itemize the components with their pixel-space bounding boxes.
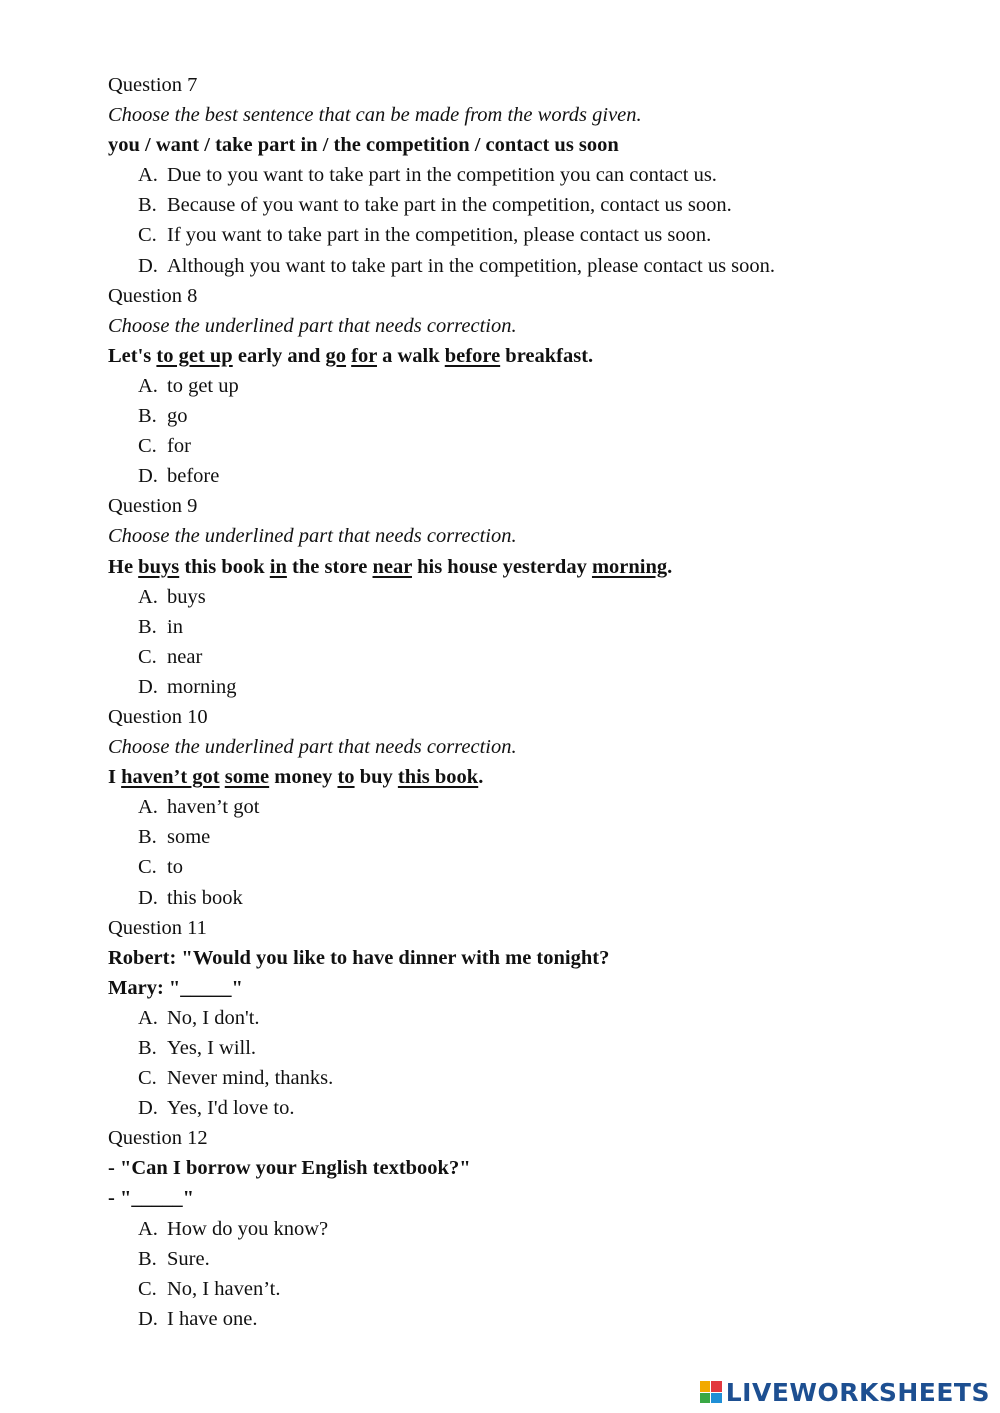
question-12-option-b[interactable] bbox=[108, 1244, 968, 1274]
stem-text: buy bbox=[354, 766, 398, 789]
option-text: Sure. bbox=[167, 1247, 210, 1270]
question-9-title: Question 9 bbox=[108, 495, 198, 518]
question-12-option-a[interactable] bbox=[108, 1214, 968, 1244]
stem-text: a walk bbox=[376, 344, 445, 367]
question-10-option-d[interactable] bbox=[108, 883, 968, 913]
option-letter: D. bbox=[138, 886, 158, 909]
stem-text: money bbox=[269, 766, 338, 789]
underlined-part-b: some bbox=[224, 766, 270, 789]
option-letter: B. bbox=[138, 1247, 157, 1270]
stem-text: Let's bbox=[108, 344, 157, 367]
question-12-dialogue-line-2: - "_____" bbox=[108, 1187, 194, 1210]
question-8-option-d[interactable] bbox=[108, 461, 968, 491]
question-11-title: Question 11 bbox=[108, 916, 207, 939]
underlined-part-c: to bbox=[337, 766, 355, 789]
question-7-option-b[interactable] bbox=[108, 190, 968, 220]
question-11-option-d[interactable] bbox=[108, 1093, 968, 1123]
liveworksheets-logo[interactable] bbox=[700, 1377, 990, 1407]
option-letter: B. bbox=[138, 826, 157, 849]
underlined-part-a: haven’t got bbox=[121, 766, 220, 789]
option-text: Although you want to take part in the competition, please contact us soon. bbox=[167, 254, 776, 277]
option-letter: D. bbox=[138, 254, 158, 277]
option-text: to bbox=[167, 856, 183, 879]
option-letter: C. bbox=[138, 1277, 157, 1300]
option-letter: D. bbox=[138, 675, 158, 698]
option-letter: A. bbox=[138, 374, 158, 397]
option-text: in bbox=[167, 615, 183, 638]
option-text: Because of you want to take part in the competition, contact us soon. bbox=[167, 194, 732, 217]
option-text: before bbox=[167, 465, 220, 488]
underlined-part-b: in bbox=[269, 555, 287, 578]
option-letter: D. bbox=[138, 465, 158, 488]
question-10-instruction: Choose the underlined part that needs correction. bbox=[108, 736, 517, 759]
question-8-title: Question 8 bbox=[108, 284, 198, 307]
question-10-title: Question 10 bbox=[108, 705, 208, 728]
option-text: How do you know? bbox=[167, 1217, 329, 1240]
logo-square-icon bbox=[711, 1393, 722, 1404]
question-8-option-c[interactable] bbox=[108, 431, 968, 461]
underlined-part-d: before bbox=[444, 344, 501, 367]
option-text: for bbox=[167, 435, 191, 458]
question-11-option-a[interactable] bbox=[108, 1003, 968, 1033]
option-text: I have one. bbox=[167, 1307, 258, 1330]
stem-text: the store bbox=[286, 555, 373, 578]
worksheet-page bbox=[108, 70, 968, 1334]
question-7-option-a[interactable] bbox=[108, 160, 968, 190]
option-letter: C. bbox=[138, 645, 157, 668]
option-text: go bbox=[167, 405, 188, 428]
logo-square-icon bbox=[700, 1393, 711, 1404]
logo-text: LIVEWORKSHEETS bbox=[725, 1377, 990, 1407]
option-letter: B. bbox=[138, 194, 157, 217]
option-letter: A. bbox=[138, 164, 158, 187]
question-10-stem bbox=[108, 762, 968, 792]
option-letter: C. bbox=[138, 856, 157, 879]
underlined-part-b: go bbox=[325, 344, 347, 367]
question-11-dialogue-line-1: Robert: "Would you like to have dinner with me tonight? bbox=[108, 946, 610, 969]
question-12-dialogue-line-1: - "Can I borrow your English textbook?" bbox=[108, 1157, 471, 1180]
question-12-option-c[interactable] bbox=[108, 1274, 968, 1304]
stem-text: I bbox=[108, 766, 122, 789]
option-letter: C. bbox=[138, 1067, 157, 1090]
stem-text: early and bbox=[232, 344, 326, 367]
option-text: Due to you want to take part in the competition you can contact us. bbox=[167, 164, 717, 187]
option-letter: C. bbox=[138, 435, 157, 458]
stem-text: . bbox=[667, 555, 673, 578]
question-9-option-c[interactable] bbox=[108, 642, 968, 672]
stem-text: this book bbox=[179, 555, 270, 578]
option-text: No, I haven’t. bbox=[167, 1277, 281, 1300]
option-letter: D. bbox=[138, 1097, 158, 1120]
question-8-stem bbox=[108, 341, 968, 371]
question-7-title: Question 7 bbox=[108, 74, 198, 96]
question-11-dialogue-line-2: Mary: "_____" bbox=[108, 976, 243, 999]
option-text: this book bbox=[167, 886, 243, 909]
stem-text: . bbox=[478, 766, 484, 789]
logo-square-icon bbox=[700, 1381, 711, 1392]
option-letter: B. bbox=[138, 1037, 157, 1059]
option-text: Never mind, thanks. bbox=[167, 1067, 334, 1090]
stem-text: He bbox=[108, 555, 139, 578]
option-letter: B. bbox=[138, 615, 157, 638]
underlined-part-a: buys bbox=[138, 555, 180, 578]
option-letter: A. bbox=[138, 1006, 158, 1029]
underlined-part-a: to get up bbox=[156, 344, 233, 367]
logo-square-icon bbox=[711, 1381, 722, 1392]
question-8-instruction: Choose the underlined part that needs correction. bbox=[108, 314, 517, 337]
question-9-option-d[interactable] bbox=[108, 672, 968, 702]
question-8-option-b[interactable] bbox=[108, 401, 968, 431]
question-11-option-b[interactable] bbox=[108, 1033, 968, 1063]
option-letter: A. bbox=[138, 796, 158, 819]
option-text: to get up bbox=[167, 374, 239, 397]
underlined-part-d: this book bbox=[397, 766, 479, 789]
underlined-part-c: near bbox=[372, 555, 412, 578]
stem-text: his house yesterday bbox=[411, 555, 592, 578]
option-text: near bbox=[167, 645, 203, 668]
option-letter: D. bbox=[138, 1307, 158, 1330]
option-text: morning bbox=[167, 675, 237, 698]
question-11-option-c[interactable] bbox=[108, 1063, 968, 1093]
option-letter: B. bbox=[138, 405, 157, 428]
option-letter: C. bbox=[138, 224, 157, 247]
question-10-option-c[interactable] bbox=[108, 852, 968, 882]
option-text: haven’t got bbox=[167, 796, 260, 819]
question-9-stem bbox=[108, 552, 968, 582]
question-7-option-d[interactable] bbox=[108, 251, 968, 281]
option-text: Yes, I will. bbox=[167, 1037, 257, 1059]
option-letter: A. bbox=[138, 585, 158, 608]
option-letter: A. bbox=[138, 1217, 158, 1240]
stem-text: breakfast. bbox=[500, 344, 594, 367]
underlined-part-d: morning bbox=[591, 555, 668, 578]
question-7-instruction: Choose the best sentence that can be made from the words given. bbox=[108, 104, 642, 127]
underlined-part-c: for bbox=[351, 344, 377, 367]
question-7-option-c[interactable] bbox=[108, 220, 968, 250]
logo-mark-icon bbox=[700, 1381, 722, 1403]
question-9-instruction: Choose the underlined part that needs correction. bbox=[108, 525, 517, 548]
option-text: some bbox=[167, 826, 211, 849]
option-text: No, I don't. bbox=[167, 1006, 260, 1029]
option-text: If you want to take part in the competition, please contact us soon. bbox=[167, 224, 712, 247]
question-12-option-d[interactable] bbox=[108, 1304, 968, 1334]
question-12-title: Question 12 bbox=[108, 1127, 208, 1150]
question-10-option-a[interactable] bbox=[108, 792, 968, 822]
question-7-prompt: you / want / take part in / the competition / contact us soon bbox=[108, 134, 619, 157]
question-9-option-a[interactable] bbox=[108, 582, 968, 612]
question-10-option-b[interactable] bbox=[108, 822, 968, 852]
option-text: Yes, I'd love to. bbox=[167, 1097, 295, 1120]
question-9-option-b[interactable] bbox=[108, 612, 968, 642]
question-8-option-a[interactable] bbox=[108, 371, 968, 401]
option-text: buys bbox=[167, 585, 206, 608]
